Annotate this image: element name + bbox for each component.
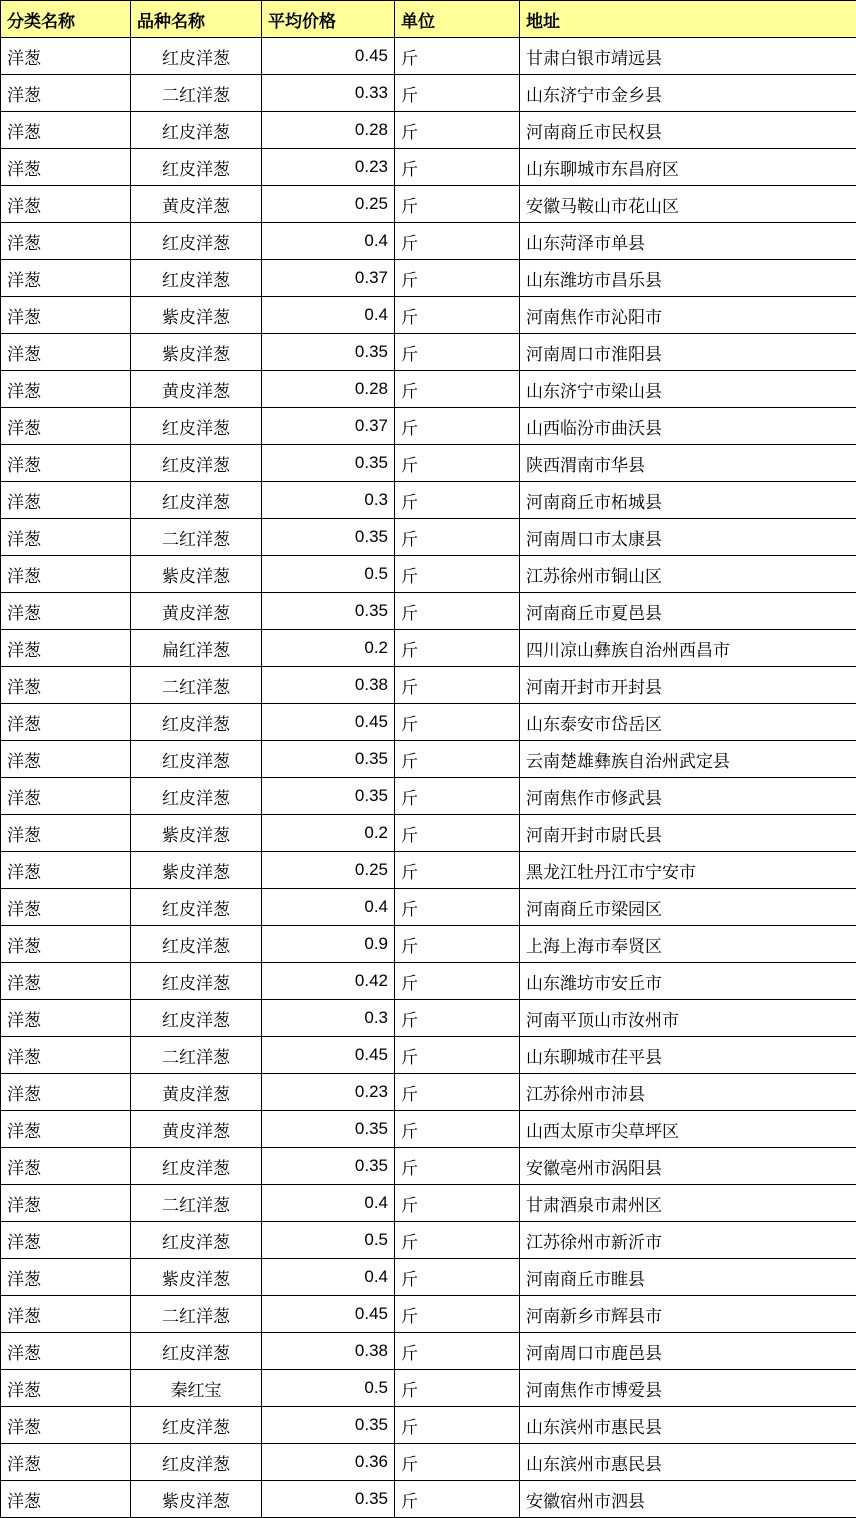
cell-address: 河南焦作市修武县 [520,778,856,815]
cell-average-price: 0.33 [262,75,395,112]
table-row [1,186,856,223]
cell-unit: 斤 [395,593,520,630]
cell-address: 河南焦作市沁阳市 [520,297,856,334]
cell-address: 江苏徐州市新沂市 [520,1222,856,1259]
table-row [1,260,856,297]
cell-unit: 斤 [395,112,520,149]
cell-address: 山西太原市尖草坪区 [520,1111,856,1148]
cell-average-price: 0.35 [262,1407,395,1444]
cell-category: 洋葱 [1,112,131,149]
cell-average-price: 0.45 [262,1037,395,1074]
column-header-variety: 品种名称 [131,1,262,38]
cell-average-price: 0.5 [262,1222,395,1259]
table-row [1,1185,856,1222]
cell-unit: 斤 [395,630,520,667]
cell-variety: 二红洋葱 [131,1296,262,1333]
cell-category: 洋葱 [1,482,131,519]
table-row [1,1074,856,1111]
cell-unit: 斤 [395,445,520,482]
table-row [1,75,856,112]
cell-category: 洋葱 [1,926,131,963]
cell-category: 洋葱 [1,741,131,778]
cell-unit: 斤 [395,186,520,223]
cell-category: 洋葱 [1,556,131,593]
cell-average-price: 0.3 [262,1000,395,1037]
cell-average-price: 0.25 [262,186,395,223]
cell-variety: 二红洋葱 [131,1037,262,1074]
cell-address: 河南周口市太康县 [520,519,856,556]
cell-address: 山东滨州市惠民县 [520,1407,856,1444]
cell-variety: 红皮洋葱 [131,963,262,1000]
cell-average-price: 0.35 [262,741,395,778]
cell-average-price: 0.45 [262,1296,395,1333]
cell-address: 安徽宿州市泗县 [520,1481,856,1518]
cell-average-price: 0.35 [262,334,395,371]
cell-category: 洋葱 [1,1296,131,1333]
table-row [1,482,856,519]
cell-category: 洋葱 [1,297,131,334]
cell-address: 河南商丘市梁园区 [520,889,856,926]
table-row [1,371,856,408]
cell-unit: 斤 [395,371,520,408]
cell-category: 洋葱 [1,1481,131,1518]
cell-average-price: 0.28 [262,112,395,149]
cell-unit: 斤 [395,889,520,926]
cell-address: 山东济宁市金乡县 [520,75,856,112]
table-row [1,297,856,334]
cell-address: 山东聊城市茌平县 [520,1037,856,1074]
cell-unit: 斤 [395,1000,520,1037]
table-row [1,334,856,371]
cell-unit: 斤 [395,334,520,371]
cell-variety: 黄皮洋葱 [131,186,262,223]
table-row [1,593,856,630]
cell-address: 云南楚雄彝族自治州武定县 [520,741,856,778]
table-row [1,630,856,667]
cell-unit: 斤 [395,482,520,519]
cell-category: 洋葱 [1,1111,131,1148]
cell-category: 洋葱 [1,75,131,112]
cell-category: 洋葱 [1,1222,131,1259]
cell-average-price: 0.45 [262,704,395,741]
cell-category: 洋葱 [1,704,131,741]
cell-variety: 扁红洋葱 [131,630,262,667]
cell-category: 洋葱 [1,1407,131,1444]
cell-unit: 斤 [395,926,520,963]
cell-category: 洋葱 [1,445,131,482]
cell-category: 洋葱 [1,1037,131,1074]
cell-address: 河南商丘市夏邑县 [520,593,856,630]
cell-category: 洋葱 [1,260,131,297]
cell-category: 洋葱 [1,38,131,75]
cell-address: 河南商丘市睢县 [520,1259,856,1296]
table-row [1,1444,856,1481]
cell-address: 四川凉山彝族自治州西昌市 [520,630,856,667]
column-header-address: 地址 [520,1,856,38]
cell-variety: 红皮洋葱 [131,445,262,482]
table-row [1,778,856,815]
cell-address: 甘肃白银市靖远县 [520,38,856,75]
cell-unit: 斤 [395,852,520,889]
cell-average-price: 0.3 [262,482,395,519]
cell-average-price: 0.35 [262,1148,395,1185]
table-row [1,1148,856,1185]
cell-unit: 斤 [395,704,520,741]
cell-unit: 斤 [395,778,520,815]
table-row [1,112,856,149]
cell-address: 上海上海市奉贤区 [520,926,856,963]
table-row [1,926,856,963]
cell-unit: 斤 [395,556,520,593]
cell-variety: 二红洋葱 [131,75,262,112]
cell-category: 洋葱 [1,1370,131,1407]
cell-address: 山东济宁市梁山县 [520,371,856,408]
cell-category: 洋葱 [1,223,131,260]
cell-category: 洋葱 [1,889,131,926]
cell-average-price: 0.4 [262,297,395,334]
cell-variety: 红皮洋葱 [131,926,262,963]
table-row [1,889,856,926]
table-row [1,852,856,889]
table-row [1,1333,856,1370]
cell-average-price: 0.36 [262,1444,395,1481]
cell-variety: 紫皮洋葱 [131,1259,262,1296]
table-row [1,149,856,186]
cell-address: 山东泰安市岱岳区 [520,704,856,741]
cell-variety: 红皮洋葱 [131,482,262,519]
cell-variety: 红皮洋葱 [131,1148,262,1185]
cell-address: 山东滨州市惠民县 [520,1444,856,1481]
cell-variety: 紫皮洋葱 [131,1481,262,1518]
cell-average-price: 0.35 [262,1111,395,1148]
cell-address: 河南平顶山市汝州市 [520,1000,856,1037]
table-row [1,1000,856,1037]
cell-unit: 斤 [395,1333,520,1370]
table-row [1,1037,856,1074]
column-header-unit: 单位 [395,1,520,38]
cell-variety: 红皮洋葱 [131,1222,262,1259]
cell-average-price: 0.4 [262,889,395,926]
cell-average-price: 0.4 [262,1259,395,1296]
cell-category: 洋葱 [1,963,131,1000]
cell-average-price: 0.23 [262,149,395,186]
cell-variety: 紫皮洋葱 [131,556,262,593]
table-row [1,1407,856,1444]
table-row [1,1370,856,1407]
cell-category: 洋葱 [1,1185,131,1222]
cell-variety: 二红洋葱 [131,667,262,704]
cell-address: 江苏徐州市铜山区 [520,556,856,593]
column-header-average-price: 平均价格 [262,1,395,38]
cell-variety: 红皮洋葱 [131,1407,262,1444]
cell-unit: 斤 [395,75,520,112]
cell-category: 洋葱 [1,334,131,371]
cell-address: 甘肃酒泉市肃州区 [520,1185,856,1222]
table-row [1,1481,856,1518]
cell-category: 洋葱 [1,815,131,852]
cell-unit: 斤 [395,1222,520,1259]
cell-variety: 紫皮洋葱 [131,852,262,889]
cell-category: 洋葱 [1,852,131,889]
cell-variety: 红皮洋葱 [131,741,262,778]
cell-average-price: 0.35 [262,593,395,630]
cell-category: 洋葱 [1,778,131,815]
cell-average-price: 0.28 [262,371,395,408]
cell-category: 洋葱 [1,408,131,445]
cell-average-price: 0.5 [262,556,395,593]
cell-address: 河南周口市淮阳县 [520,334,856,371]
table-row [1,815,856,852]
table-row [1,1222,856,1259]
table-row [1,741,856,778]
cell-unit: 斤 [395,1111,520,1148]
cell-address: 山东潍坊市安丘市 [520,963,856,1000]
cell-variety: 黄皮洋葱 [131,593,262,630]
table-row [1,704,856,741]
cell-address: 安徽亳州市涡阳县 [520,1148,856,1185]
cell-average-price: 0.37 [262,408,395,445]
cell-category: 洋葱 [1,1444,131,1481]
cell-variety: 紫皮洋葱 [131,297,262,334]
cell-average-price: 0.35 [262,1481,395,1518]
cell-variety: 二红洋葱 [131,1185,262,1222]
cell-unit: 斤 [395,1407,520,1444]
cell-address: 山西临汾市曲沃县 [520,408,856,445]
cell-average-price: 0.4 [262,1185,395,1222]
cell-unit: 斤 [395,149,520,186]
cell-unit: 斤 [395,519,520,556]
cell-category: 洋葱 [1,1333,131,1370]
table-row [1,963,856,1000]
cell-variety: 红皮洋葱 [131,1333,262,1370]
cell-average-price: 0.45 [262,38,395,75]
cell-average-price: 0.2 [262,815,395,852]
cell-average-price: 0.4 [262,223,395,260]
cell-unit: 斤 [395,815,520,852]
column-header-category: 分类名称 [1,1,131,38]
cell-category: 洋葱 [1,667,131,704]
cell-unit: 斤 [395,1185,520,1222]
table-row [1,519,856,556]
cell-variety: 红皮洋葱 [131,778,262,815]
cell-address: 河南开封市尉氏县 [520,815,856,852]
cell-unit: 斤 [395,1037,520,1074]
cell-unit: 斤 [395,1370,520,1407]
cell-unit: 斤 [395,1148,520,1185]
cell-unit: 斤 [395,1444,520,1481]
table-row [1,1111,856,1148]
cell-unit: 斤 [395,1259,520,1296]
cell-variety: 红皮洋葱 [131,223,262,260]
cell-variety: 红皮洋葱 [131,408,262,445]
cell-variety: 黄皮洋葱 [131,1111,262,1148]
cell-average-price: 0.35 [262,519,395,556]
cell-category: 洋葱 [1,186,131,223]
table-row [1,667,856,704]
table-header-row [1,1,856,38]
cell-category: 洋葱 [1,1259,131,1296]
cell-category: 洋葱 [1,630,131,667]
cell-average-price: 0.9 [262,926,395,963]
cell-address: 江苏徐州市沛县 [520,1074,856,1111]
cell-unit: 斤 [395,38,520,75]
cell-unit: 斤 [395,223,520,260]
table-row [1,1259,856,1296]
cell-unit: 斤 [395,741,520,778]
cell-unit: 斤 [395,1296,520,1333]
cell-address: 黑龙江牡丹江市宁安市 [520,852,856,889]
cell-address: 陕西渭南市华县 [520,445,856,482]
cell-average-price: 0.2 [262,630,395,667]
cell-average-price: 0.5 [262,1370,395,1407]
cell-address: 山东菏泽市单县 [520,223,856,260]
table-row [1,408,856,445]
cell-variety: 紫皮洋葱 [131,815,262,852]
cell-variety: 红皮洋葱 [131,1000,262,1037]
cell-variety: 红皮洋葱 [131,260,262,297]
cell-address: 河南开封市开封县 [520,667,856,704]
cell-unit: 斤 [395,408,520,445]
cell-unit: 斤 [395,963,520,1000]
cell-unit: 斤 [395,1481,520,1518]
cell-average-price: 0.38 [262,667,395,704]
table-row [1,556,856,593]
cell-address: 河南新乡市辉县市 [520,1296,856,1333]
cell-unit: 斤 [395,1074,520,1111]
table-row [1,223,856,260]
cell-category: 洋葱 [1,149,131,186]
cell-variety: 黄皮洋葱 [131,371,262,408]
cell-category: 洋葱 [1,1148,131,1185]
cell-variety: 红皮洋葱 [131,704,262,741]
cell-variety: 秦红宝 [131,1370,262,1407]
cell-variety: 红皮洋葱 [131,149,262,186]
cell-average-price: 0.25 [262,852,395,889]
cell-address: 山东潍坊市昌乐县 [520,260,856,297]
cell-category: 洋葱 [1,371,131,408]
cell-variety: 红皮洋葱 [131,38,262,75]
cell-unit: 斤 [395,260,520,297]
cell-average-price: 0.38 [262,1333,395,1370]
table-row [1,38,856,75]
cell-category: 洋葱 [1,1074,131,1111]
cell-address: 河南焦作市博爱县 [520,1370,856,1407]
cell-address: 山东聊城市东昌府区 [520,149,856,186]
cell-category: 洋葱 [1,593,131,630]
cell-category: 洋葱 [1,1000,131,1037]
cell-average-price: 0.35 [262,445,395,482]
table-body [1,38,856,1518]
cell-address: 河南商丘市柘城县 [520,482,856,519]
cell-variety: 紫皮洋葱 [131,334,262,371]
cell-unit: 斤 [395,667,520,704]
cell-average-price: 0.35 [262,778,395,815]
cell-variety: 红皮洋葱 [131,112,262,149]
cell-category: 洋葱 [1,519,131,556]
cell-variety: 红皮洋葱 [131,1444,262,1481]
cell-variety: 黄皮洋葱 [131,1074,262,1111]
cell-address: 河南商丘市民权县 [520,112,856,149]
cell-variety: 二红洋葱 [131,519,262,556]
cell-average-price: 0.42 [262,963,395,1000]
table-row [1,1296,856,1333]
cell-variety: 红皮洋葱 [131,889,262,926]
cell-address: 河南周口市鹿邑县 [520,1333,856,1370]
cell-average-price: 0.23 [262,1074,395,1111]
cell-address: 安徽马鞍山市花山区 [520,186,856,223]
table-row [1,445,856,482]
cell-average-price: 0.37 [262,260,395,297]
cell-unit: 斤 [395,297,520,334]
